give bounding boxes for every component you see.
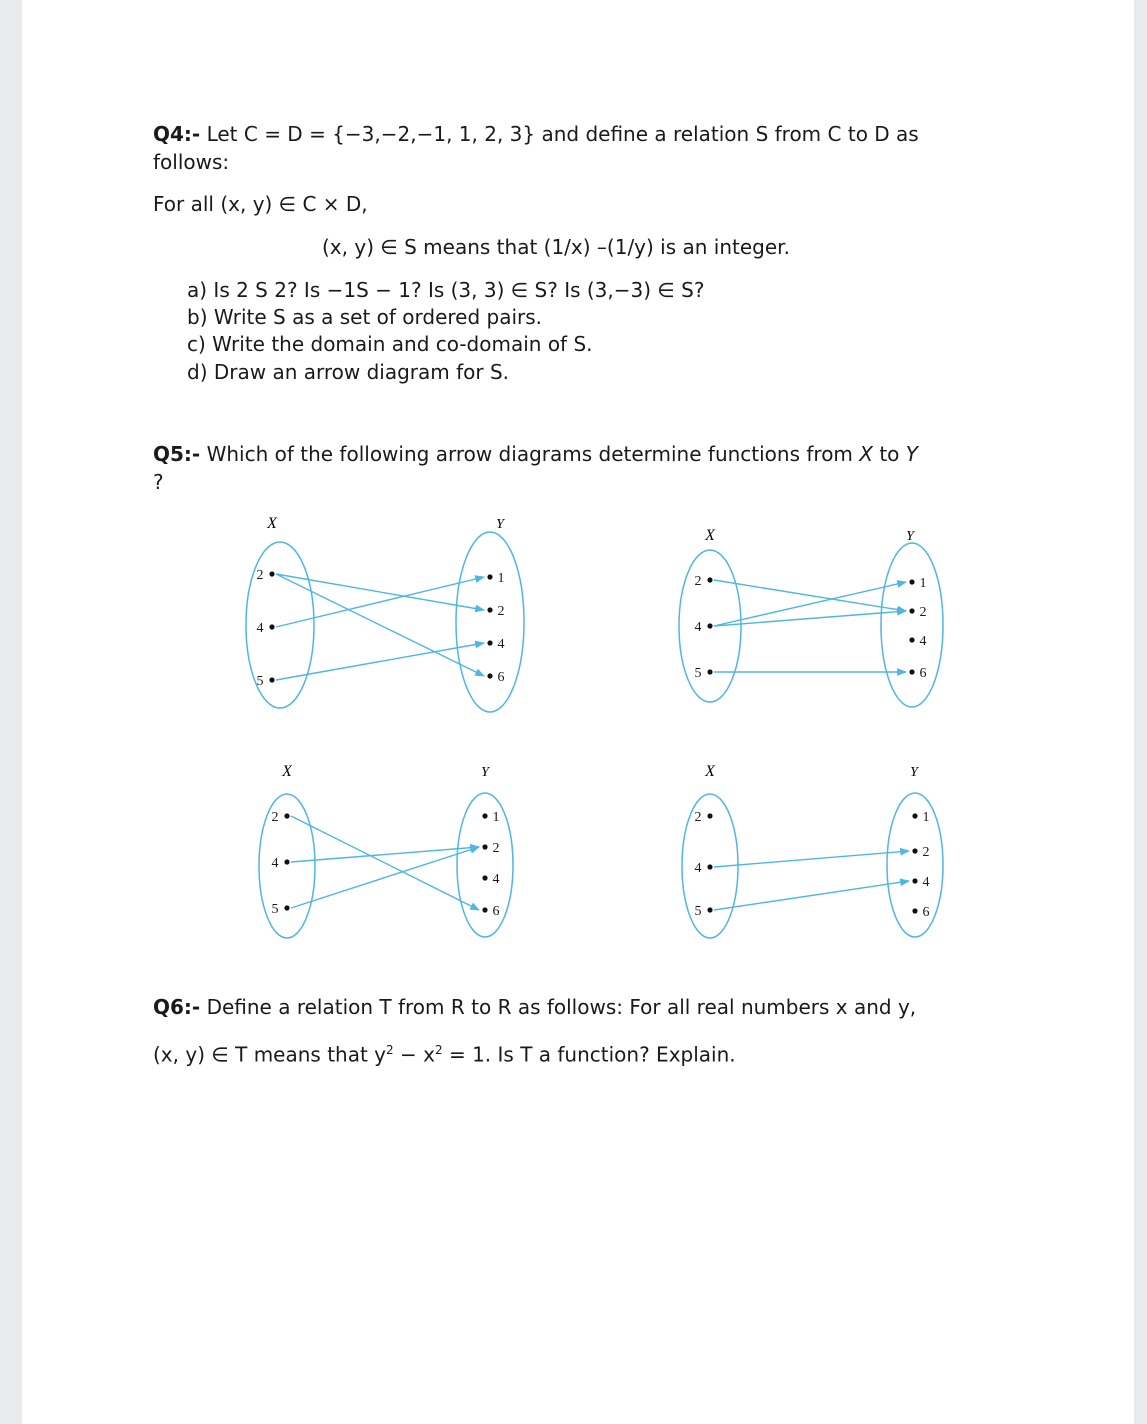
- q6-text-2a: (x, y) ∈ T means that y: [153, 1042, 387, 1067]
- domain-label: X: [282, 763, 292, 780]
- codomain-value-2: 2: [922, 845, 930, 860]
- arrow-2-to-6: [276, 574, 484, 676]
- domain-label: X: [705, 527, 715, 544]
- q4-text-1: Let C = D = {−3,−2,−1, 1, 2, 3} and define a relation S from C to D as: [206, 122, 919, 146]
- arrow-4-to-2: [714, 611, 906, 626]
- codomain-dot-6: [912, 908, 917, 913]
- codomain-label: Y: [910, 765, 918, 780]
- codomain-value-2: 2: [492, 841, 500, 856]
- domain-dot-4: [284, 859, 289, 864]
- q4-label: Q4:-: [153, 122, 201, 146]
- arrow-5-to-4: [276, 643, 484, 680]
- codomain-value-4: 4: [497, 637, 505, 652]
- domain-value-4: 4: [694, 861, 702, 876]
- q6-text-1: Define a relation T from R to R as follows: For all real numbers x and y,: [206, 995, 917, 1019]
- arrow-diagram-3: [217, 758, 517, 948]
- arrow-2-to-6: [291, 816, 479, 910]
- domain-dot-2: [269, 571, 274, 576]
- domain-dot-4: [707, 864, 712, 869]
- domain-dot-2: [707, 577, 712, 582]
- q4-line-1: [153, 121, 919, 147]
- codomain-dot-1: [912, 813, 917, 818]
- arrow-diagram-2: [642, 522, 942, 722]
- domain-dot-2: [284, 813, 289, 818]
- domain-dot-5: [707, 669, 712, 674]
- codomain-value-1: 1: [492, 810, 500, 825]
- codomain-ellipse: [881, 543, 943, 707]
- q5-label: Q5:-: [153, 442, 201, 466]
- q6-sup-1: 2: [386, 1043, 394, 1057]
- q4-part-a: a) Is 2 S 2? Is −1S − 1? Is (3, 3) ∈ S? Is (3,−3) ∈ S?: [187, 278, 705, 302]
- arrow-diagram-1: [202, 510, 522, 720]
- arrow-2-to-2: [276, 574, 484, 610]
- domain-value-5: 5: [256, 674, 264, 689]
- q4-for-all: For all (x, y) ∈ C × D,: [153, 192, 368, 216]
- domain-dot-5: [269, 677, 274, 682]
- domain-dot-4: [269, 624, 274, 629]
- domain-value-2: 2: [256, 568, 264, 583]
- arrow-4-to-1: [714, 582, 906, 626]
- codomain-value-1: 1: [497, 571, 505, 586]
- domain-value-4: 4: [694, 620, 702, 635]
- domain-value-4: 4: [256, 621, 264, 636]
- arrow-4-to-2: [291, 847, 479, 862]
- codomain-label: Y: [481, 765, 489, 780]
- q4-part-b: b) Write S as a set of ordered pairs.: [187, 305, 543, 329]
- arrow-2-to-2: [714, 580, 906, 611]
- codomain-value-1: 1: [919, 576, 927, 591]
- q5-to: to: [872, 442, 906, 466]
- codomain-label: Y: [906, 529, 914, 544]
- q6-line-2: [153, 1037, 736, 1068]
- codomain-dot-1: [482, 813, 487, 818]
- codomain-dot-4: [912, 878, 917, 883]
- domain-dot-5: [707, 907, 712, 912]
- domain-value-5: 5: [271, 902, 279, 917]
- codomain-dot-4: [482, 875, 487, 880]
- codomain-dot-2: [487, 607, 492, 612]
- domain-value-2: 2: [694, 574, 702, 589]
- q6-label: Q6:-: [153, 995, 201, 1019]
- codomain-dot-1: [909, 579, 914, 584]
- domain-dot-4: [707, 623, 712, 628]
- codomain-value-2: 2: [497, 604, 505, 619]
- domain-label: X: [705, 763, 715, 780]
- arrow-diagram-4: [642, 758, 942, 948]
- q6-text-2c: = 1. Is T a function? Explain.: [442, 1042, 736, 1067]
- codomain-dot-2: [909, 608, 914, 613]
- q4-part-c: c) Write the domain and co-domain of S.: [187, 332, 593, 356]
- domain-value-5: 5: [694, 904, 702, 919]
- arrow-5-to-4: [714, 881, 909, 910]
- domain-value-4: 4: [271, 856, 279, 871]
- codomain-value-1: 1: [922, 810, 930, 825]
- arrow-5-to-2: [291, 847, 479, 908]
- codomain-dot-4: [487, 640, 492, 645]
- q6-line-1: [153, 994, 916, 1020]
- codomain-ellipse: [456, 532, 524, 712]
- codomain-value-6: 6: [497, 670, 505, 685]
- codomain-value-4: 4: [492, 872, 500, 887]
- codomain-dot-2: [482, 844, 487, 849]
- codomain-value-6: 6: [919, 666, 927, 681]
- domain-label: X: [267, 515, 277, 532]
- q5-var-y: Y: [905, 442, 918, 466]
- codomain-value-2: 2: [919, 605, 927, 620]
- q6-sup-2: 2: [434, 1043, 443, 1057]
- q4-part-d: d) Draw an arrow diagram for S.: [187, 360, 510, 384]
- domain-value-2: 2: [694, 810, 702, 825]
- codomain-label: Y: [496, 517, 504, 532]
- q6-text-2b: − x: [393, 1042, 435, 1067]
- domain-dot-2: [707, 813, 712, 818]
- codomain-dot-1: [487, 574, 492, 579]
- codomain-value-6: 6: [922, 905, 930, 920]
- codomain-value-4: 4: [922, 875, 930, 890]
- q4-definition: (x, y) ∈ S means that (1/x) –(1/y) is an integer.: [322, 235, 790, 259]
- q5-line-2: ?: [153, 470, 164, 494]
- codomain-value-4: 4: [919, 634, 927, 649]
- arrow-4-to-2: [714, 851, 909, 867]
- arrow-4-to-1: [276, 577, 484, 627]
- q4-line-2: follows:: [153, 150, 230, 174]
- codomain-dot-6: [909, 669, 914, 674]
- domain-value-2: 2: [271, 810, 279, 825]
- codomain-dot-4: [909, 637, 914, 642]
- document-page: [22, 0, 1134, 1424]
- q5-line-1: [153, 441, 918, 467]
- q5-text-1: Which of the following arrow diagrams determine functions from: [206, 442, 860, 466]
- domain-value-5: 5: [694, 666, 702, 681]
- codomain-dot-6: [482, 907, 487, 912]
- codomain-dot-6: [487, 673, 492, 678]
- domain-dot-5: [284, 905, 289, 910]
- codomain-dot-2: [912, 848, 917, 853]
- q5-var-x: X: [859, 442, 873, 466]
- codomain-value-6: 6: [492, 904, 500, 919]
